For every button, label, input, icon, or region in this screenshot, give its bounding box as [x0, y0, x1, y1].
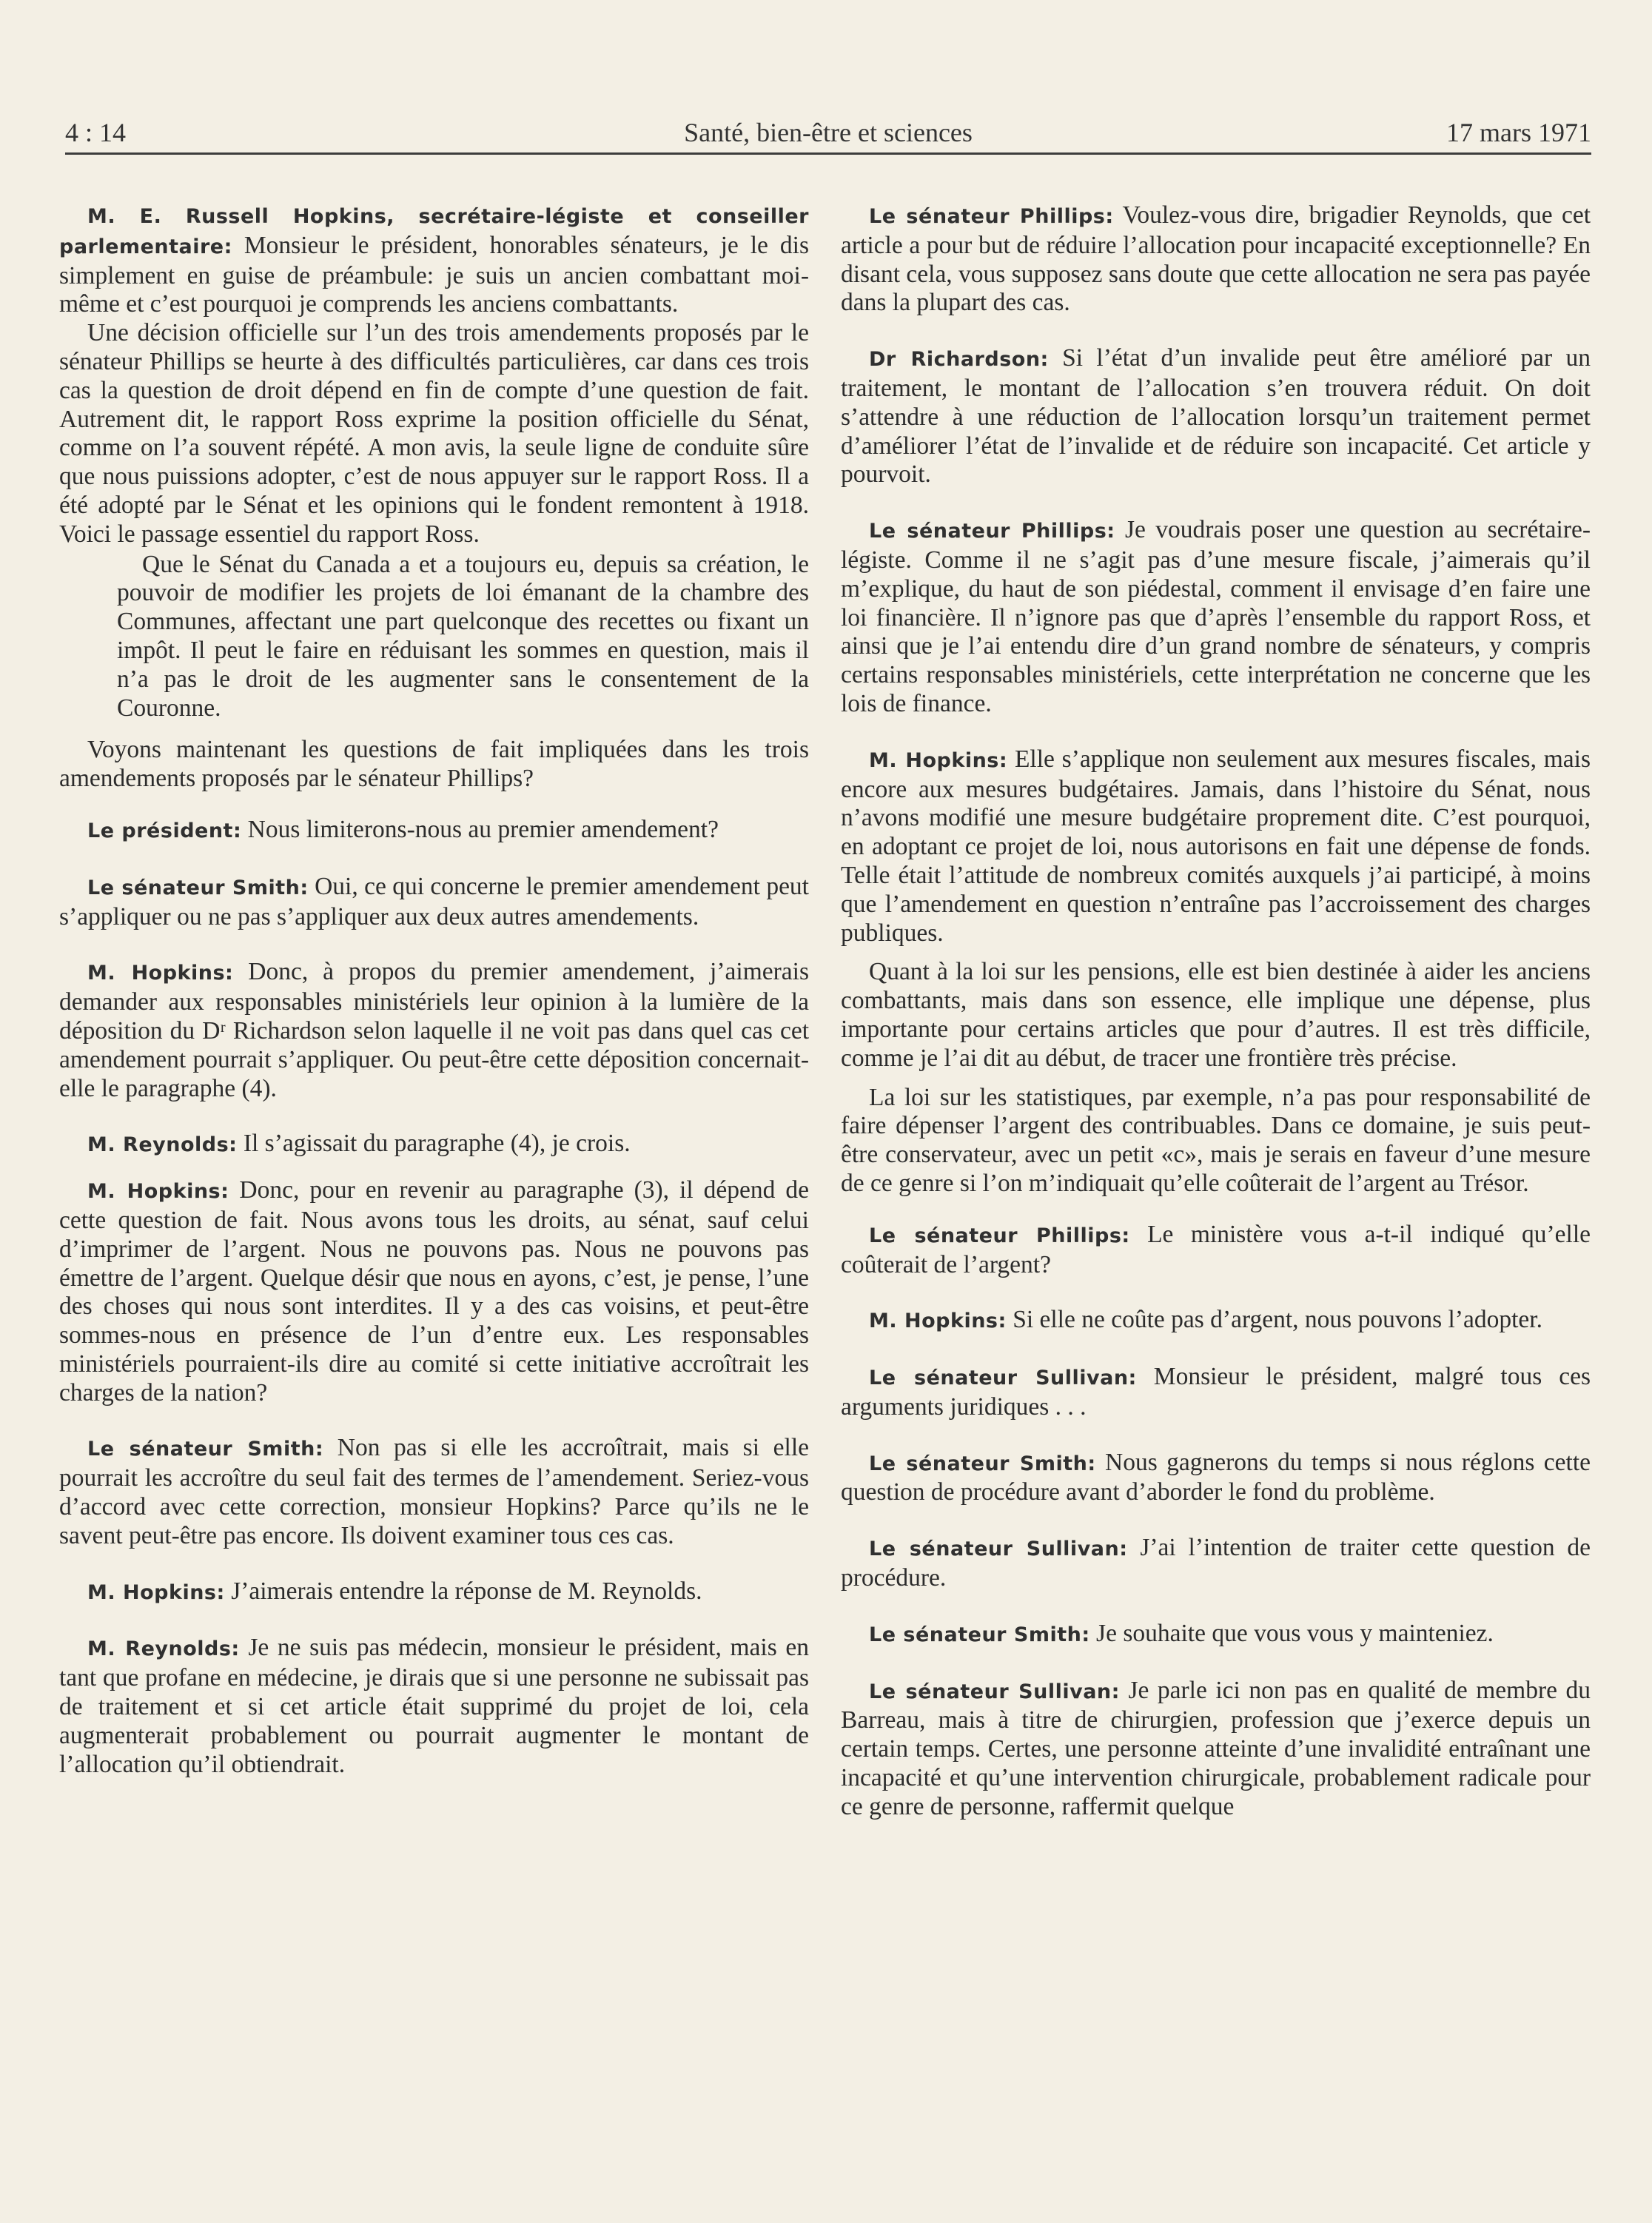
paragraph-text: Nous limiterons-nous au premier amendement? [241, 815, 719, 843]
speaker-name: Le président: [87, 819, 242, 842]
paragraph-text: Monsieur le président, honorables sénateurs, je le dis simplement en guise de préambule: je suis un ancien combattant moi-même et c’est pourquoi je comprends les anciens combattants. [59, 231, 809, 318]
paragraph: Une décision officielle sur l’un des trois amendements proposés par le sénateur Phillips se heurte à des difficultés particulières, car dans ces trois cas la question de droit dépend en fin de compte d’une question de fait. Autrement dit, le rapport Ross exprime la position officielle du Sénat, comme on l’a souvent répété. A mon avis, la seule ligne de conduite sûre que nous puissions adopter, c’est de nous appuyer sur le rapport Ross. Il a été adopté par le Sénat et les opinions qui le fondent remontent à 1918. Voici le passage essentiel du rapport Ross. [59, 319, 809, 548]
paragraph-text: Donc, pour en revenir au paragraphe (3), il dépend de cette question de fait. Nous avons tous les droits, au sénat, sauf celui d’imprimer de l’argent. Nous ne pouvons pas. Nous ne pouvons pas émettre de l’argent. Quelque désir que nous en ayons, c’est, je pense, l’une des choses qui nous sont interdites. Il y a des cas voisins, et peut-être sommes-nous en présence de l’un d’entre eux. Les responsables ministériels pourraient-ils dire au comité si cette initiative accroîtrait les charges de la nation? [59, 1176, 809, 1406]
paragraph-text: Je parle ici non pas en qualité de membre du Barreau, mais à titre de chirurgien, profession que j’exerce depuis un certain temps. Certes, une personne atteinte d’une invalidité entraînant une incapacité et qu’une intervention chirurgicale, probablement radicale pour ce genre de personne, raffermit quelque [841, 1676, 1591, 1820]
speaker-name: Le sénateur Sullivan: [869, 1538, 1128, 1561]
paragraph-text: Il s’agissait du paragraphe (4), je crois. [237, 1130, 631, 1158]
paragraph [841, 1534, 1591, 1593]
paragraph [841, 1620, 1591, 1650]
paragraph-text: Je voudrais poser une question au secrétaire-légiste. Comme il ne s’agit pas d’une mesure fiscale, j’aimerais qu’il m’explique, du haut de son piédestal, comment il envisage d’en faire une loi financière. Il n’ignore pas que d’après l’ensemble du rapport Ross, et ainsi que je l’ai entendu dire d’un grand nombre de sénateurs, y compris certains responsables ministériels, cette interprétation ne concerne que les lois de finance. [841, 516, 1591, 717]
paragraph [841, 201, 1591, 318]
paragraph-text: Oui, ce qui concerne le premier amendement peut s’appliquer ou ne pas s’appliquer aux deux autres amendements. [59, 872, 809, 931]
paragraph [59, 873, 809, 932]
paragraph [59, 816, 809, 846]
paragraph [59, 1577, 809, 1608]
paragraph [59, 201, 809, 319]
speaker-name: M. Reynolds: [87, 1637, 240, 1661]
left-column [59, 201, 809, 1805]
paragraph-text: Non pas si elle les accroîtrait, mais si elle pourrait les accroître du seul fait des termes de l’amendement. Seriez-vous d’accord avec cette correction, monsieur Hopkins? Parce qu’ils ne le savent peut-être pas encore. Ils doivent examiner tous ces cas. [59, 1434, 809, 1549]
quotation: Que le Sénat du Canada a et a toujours eu, depuis sa création, le pouvoir de modifier les projets de loi émanant de la chambre des Communes, affectant une part quelconque des recettes ou fixant un impôt. Il peut le faire en réduisant les sommes en question, mais il n’a pas le droit de les augmenter sans le consentement de la Couronne. [117, 550, 809, 722]
speaker-name: M. Hopkins: [87, 1580, 225, 1604]
paragraph-text: Je souhaite que vous vous y mainteniez. [1089, 1619, 1494, 1647]
speaker-name: Dr Richardson: [869, 348, 1049, 372]
paragraph: La loi sur les statistiques, par exemple, n’a pas pour responsabilité de faire dépenser l’argent des contribuables. Dans ce domaine, je suis peut-être conservateur, avec un petit «c», mais je serais en faveur d’une mesure de ce genre si l’on m’indiquait qu’elle coûterait de l’argent au Trésor. [841, 1083, 1591, 1197]
paragraph [841, 1449, 1591, 1508]
running-title: Santé, bien-être et sciences [684, 118, 973, 147]
page-header [65, 111, 1591, 155]
paragraph-text: Elle s’applique non seulement aux mesures fiscales, mais encore aux mesures budgétaires. Jamais, dans l’histoire du Sénat, nous n’avons modifié une mesure budgétaire proprement dite. C’est pourquoi, en adoptant ce projet de loi, nous autorisons en fait une dépense de fonds. Telle était l’attitude de nombreux comités auxquels j’ai participé, à moins que l’amendement en question n’entraîne pas l’accroissement des charges publiques. [841, 745, 1591, 947]
speaker-name: Le sénateur Smith: [87, 1438, 324, 1461]
paragraph-text: Nous gagnerons du temps si nous réglons cette question de procédure avant d’aborder le fond du problème. [841, 1448, 1591, 1506]
speaker-name: M. E. Russell Hopkins, secrétaire-légiste et conseiller parlementaire: [59, 205, 809, 258]
paragraph-text: Je ne suis pas médecin, monsieur le président, mais en tant que profane en médecine, je dirais que si une personne ne subissait pas de traitement et si cet article était supprimé du projet de loi, cela augmenterait probablement ou pourrait augmenter le montant de l’allocation qu’il obtiendrait. [59, 1634, 809, 1778]
speaker-name: Le sénateur Smith: [869, 1452, 1096, 1475]
speaker-name: Le sénateur Smith: [869, 1623, 1090, 1646]
paragraph-text: Donc, à propos du premier amendement, j’aimerais demander aux responsables ministériels leur opinion à la lumière de la déposition du Dʳ Richardson selon laquelle il ne voit pas dans quel cas cet amendement pourrait s’appliquer. Ou peut-être cette déposition concernait-elle le paragraphe (4). [59, 958, 809, 1102]
paragraph [841, 1306, 1591, 1336]
speaker-name: M. Hopkins: [87, 962, 234, 985]
right-column [841, 201, 1591, 1831]
paragraph [841, 344, 1591, 489]
paragraph [841, 1221, 1591, 1280]
paragraph [841, 1677, 1591, 1822]
paragraph [59, 1176, 809, 1407]
paragraph-text: Le ministère vous a-t-il indiqué qu’elle coûterait de l’argent? [841, 1220, 1591, 1278]
paragraph-text: Si elle ne coûte pas d’argent, nous pouvons l’adopter. [1006, 1306, 1542, 1334]
paragraph: Quant à la loi sur les pensions, elle est bien destinée à aider les anciens combattants, mais dans son essence, elle implique une dépense, plus importante pour certains articles que pour d’autres. Il est très difficile, comme je l’ai dit au début, de tracer une frontière très précise. [841, 958, 1591, 1072]
paragraph [59, 1434, 809, 1550]
speaker-name: M. Hopkins: [87, 1180, 229, 1204]
page-number: 4 : 14 [65, 118, 127, 147]
paragraph [841, 1363, 1591, 1422]
paragraph: Voyons maintenant les questions de fait impliquées dans les trois amendements proposés par le sénateur Phillips? [59, 736, 809, 793]
speaker-name: Le sénateur Phillips: [869, 520, 1115, 543]
speaker-name: Le sénateur Smith: [87, 876, 309, 899]
paragraph-text: Si l’état d’un invalide peut être amélioré par un traitement, le montant de l’allocation s’en trouvera réduit. On doit s’attendre à une réduction de l’allocation lorsqu’un traitement permet d’améliorer l’état de l’invalide et de réduire son incapacité. Cet article y pourvoit. [841, 344, 1591, 489]
paragraph-text: Monsieur le président, malgré tous ces arguments juridiques . . . [841, 1363, 1591, 1421]
speaker-name: M. Hopkins: [869, 1310, 1007, 1333]
page-date: 17 mars 1971 [1446, 118, 1591, 147]
speaker-name: M. Reynolds: [87, 1133, 238, 1157]
paragraph [59, 958, 809, 1103]
paragraph-text: J’aimerais entendre la réponse de M. Reynolds. [224, 1577, 702, 1605]
speaker-name: Le sénateur Phillips: [869, 1224, 1130, 1247]
speaker-name: Le sénateur Sullivan: [869, 1367, 1137, 1390]
speaker-name: Le sénateur Sullivan: [869, 1680, 1120, 1703]
paragraph-text: Voulez-vous dire, brigadier Reynolds, que cet article a pour but de réduire l’allocation pour incapacité exceptionnelle? En disant cela, vous supposez sans doute que cette allocation ne sera pas payée dans la plupart des cas. [841, 201, 1591, 317]
paragraph [841, 516, 1591, 719]
paragraph [59, 1130, 809, 1160]
speaker-name: Le sénateur Phillips: [869, 205, 1114, 228]
paragraph [59, 1634, 809, 1779]
paragraph [841, 745, 1591, 948]
speaker-name: M. Hopkins: [869, 748, 1008, 772]
paragraph-text: J’ai l’intention de traiter cette question de procédure. [841, 1534, 1591, 1592]
